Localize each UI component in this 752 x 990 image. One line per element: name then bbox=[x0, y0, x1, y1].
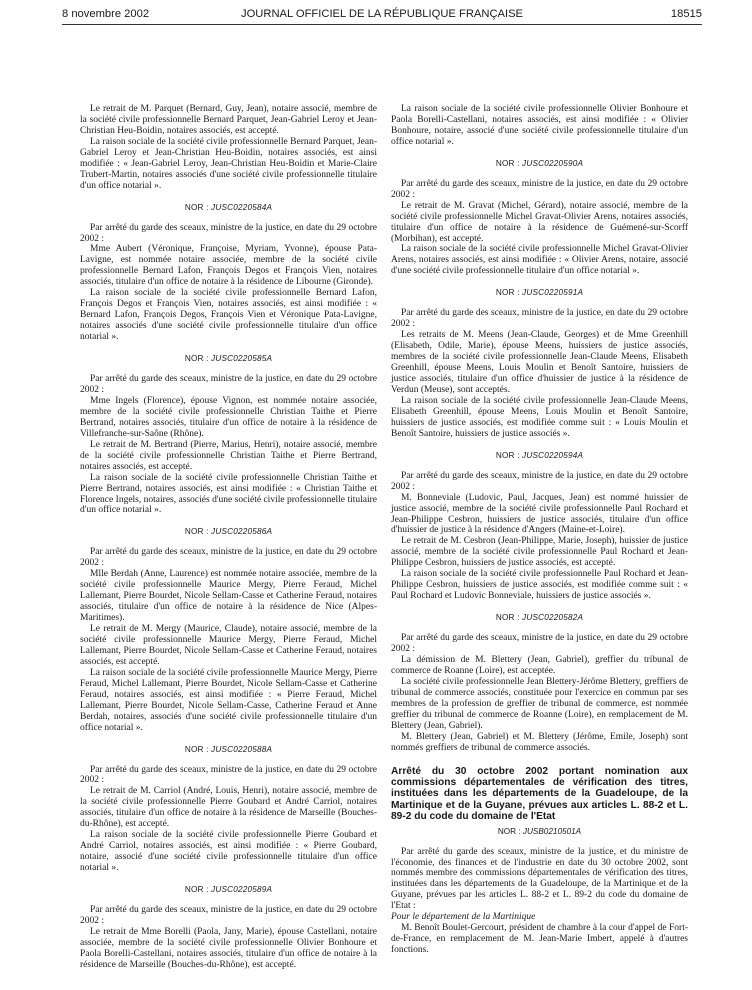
paragraph: Le retrait de M. Parquet (Bernard, Guy, Jean), notaire associé, membre de la société civile professionnelle Bernard Parquet, Jean-Gabriel Leroy et Jean-Christian Heu-Boidin, notaires associés, est accepté. bbox=[80, 104, 377, 136]
paragraph: La raison sociale de la société civile professionnelle Paul Rochard et Jean-Philippe Cesbron, huissiers de justice associés, est modifiée comme suit : « Paul Rochard et Ludovic Bonneviale, huissiers de justice associés ». bbox=[391, 569, 688, 602]
right-column bbox=[391, 104, 688, 956]
paragraph: La raison sociale de la société civile professionnelle Bernard Parquet, Jean-Gabriel Leroy et Jean-Christian Heu-Boidin, notaires associés, est ainsi modifiée : « Jean-Gabriel Leroy, Jean-Christian Heu-Boidin et Marie-Claire Trubert-Martin, notaires associés d'une société civile professionnelle titulaire d'un office notarial ». bbox=[80, 136, 377, 191]
paragraph: Par arrêté du garde des sceaux, ministre de la justice, et du ministre de l'économie, des finances et de l'industrie en date du 30 octobre 2002, sont nommés membre des commissions départementales de vérification des titres, instituées dans les départements de la Guadeloupe, de la Martinique et de la Guyane, prévues par les articles L. 88-2 et L. 89-2 du code du domaine de l'Etat : bbox=[391, 846, 688, 912]
paragraph: La raison sociale de la société civile professionnelle Maurice Mergy, Pierre Feraud, Michel Lallemant, Pierre Bourdet, Nicole Sellam-Casse et Catherine Feraud, notaires associés, est ainsi modifiée : « Pierre Feraud, Michel Lallemant, Pierre Bourdet, Nicole Sellam-Casse, Catherine Feraud et Anne Berdah, notaires, associés d'une société civile professionnelle titulaire d'un office notarial ». bbox=[80, 667, 377, 733]
nor-reference: NOR : JUSC0220589A bbox=[184, 885, 273, 895]
paragraph: La raison sociale de la société civile professionnelle Olivier Bonhoure et Paola Borelli-Castellani, notaires associés, est ainsi modifiée : « Olivier Bonhoure, notaire, associé d'une société civile professionnelle titulaire d'un office notarial ». bbox=[391, 104, 688, 147]
paragraph: Le retrait de M. Carriol (André, Louis, Henri), notaire associé, membre de la société civile professionnelle Pierre Goubard et André Carriol, notaires associés, titulaire d'un office de notaire à la résidence de Marseille (Bouches-du-Rhône), est accepté. bbox=[80, 786, 377, 830]
nor-reference: NOR : JUSC0220588A bbox=[184, 744, 273, 754]
paragraph: La raison sociale de la société civile professionnelle Christian Taithe et Pierre Bertrand, notaires associés, est ainsi modifiée : « Christian Taithe et Florence Ingels, notaires, associés d'une société civile professionnelle titulaire d'un office notarial ». bbox=[80, 472, 377, 516]
paragraph: Le retrait de M. Gravat (Michel, Gérard), notaire associé, membre de la société civile professionnelle Michel Gravat-Olivier Arens, notaires associés, titulaire d'un office de notaire à la résidence de Guémené-sur-Scorff (Morbihan), est accepté. bbox=[391, 200, 688, 244]
journal-title: JOURNAL OFFICIEL DE LA RÉPUBLIQUE FRANÇAISE bbox=[240, 8, 524, 20]
nor-reference: NOR : JUSC0220585A bbox=[184, 354, 273, 364]
paragraph: Mme Aubert (Véronique, Françoise, Myriam, Yvonne), épouse Pata-Lavigne, est nommée notaire associée, membre de la société civile professionnelle Bernard Lafon, François Degos et François Vien, notaires associés, titulaire d'un office de notaire à la résidence de Libourne (Gironde). bbox=[80, 244, 377, 288]
paragraph: Le retrait de Mme Borelli (Paola, Jany, Marie), épouse Castellani, notaire associée, membre de la société civile professionnelle Olivier Bonhoure et Paola Borelli-Castellani, notaires associés, titulaire d'un office de notaire à la résidence de Marseille (Bouches-du-Rhône), est accepté. bbox=[80, 926, 377, 970]
arrete-title: Arrêté du 30 octobre 2002 portant nomination aux commissions départementales de vérification des titres, instituées dans les départements de la Guadeloupe, de la Martinique et de la Guyane, prévues aux articles L. 88-2 et L. 89-2 du code du domaine de l'Etat bbox=[391, 765, 688, 823]
paragraph: Par arrêté du garde des sceaux, ministre de la justice, en date du 29 octobre 2002 : bbox=[391, 470, 688, 492]
paragraph: M. Bonneviale (Ludovic, Paul, Jacques, Jean) est nommé huissier de justice associé, membre de la société civile professionnelle Paul Rochard et Jean-Philippe Cesbron, huissiers de justice associés, titulaire d'un office d'huissier de justice à la résidence d'Angers (Maine-et-Loire). bbox=[391, 492, 688, 536]
paragraph: Par arrêté du garde des sceaux, ministre de la justice, en date du 29 octobre 2002 : bbox=[80, 764, 377, 786]
paragraph: Le retrait de M. Bertrand (Pierre, Marius, Henri), notaire associé, membre de la société civile professionnelle Christian Taithe et Pierre Bertrand, notaires associés, est accepté. bbox=[80, 439, 377, 472]
paragraph: La raison sociale de la société civile professionnelle Pierre Goubard et André Carriol, notaires associés, est ainsi modifiée : « Pierre Goubard, notaire, associé d'une société civile professionnelle titulaire d'un office notarial ». bbox=[80, 830, 377, 874]
paragraph: Les retraits de M. Meens (Jean-Claude, Georges) et de Mme Greenhill (Elisabeth, Odile, Marie), épouse Meens, huissiers de justice associés, membres de la société civile professionnelle Jean-Claude Meens, Elisabeth Greenhill, épouse Meens, Louis Moulin et Benoît Santoire, huissiers de justice associés, titulaire d'un office d'huissier de justice à la résidence de Verdun (Meuse), sont acceptés. bbox=[391, 330, 688, 395]
paragraph: Par arrêté du garde des sceaux, ministre de la justice, en date du 29 octobre 2002 : bbox=[391, 178, 688, 200]
paragraph: Le retrait de M. Cesbron (Jean-Philippe, Marie, Joseph), huissier de justice associé, membre de la société civile professionnelle Paul Rochard et Jean-Philippe Cesbron, huissiers de justice associés, est accepté. bbox=[391, 536, 688, 569]
nor-reference: NOR : JUSC0220586A bbox=[184, 527, 273, 537]
paragraph: La démission de M. Blettery (Jean, Gabriel), greffier du tribunal de commerce de Roanne (Loire), est acceptée. bbox=[391, 654, 688, 676]
left-column bbox=[80, 104, 377, 971]
paragraph: M. Benoît Boulet-Gercourt, président de chambre à la cour d'appel de Fort-de-France, en remplacement de M. Jean-Marie Imbert, appelé à d'autres fonctions. bbox=[391, 923, 688, 956]
nor-reference: NOR : JUSC0220584A bbox=[184, 202, 273, 212]
page-header bbox=[62, 8, 702, 24]
paragraph: Mme Ingels (Florence), épouse Vignon, est nommée notaire associée, membre de la société civile professionnelle Christian Taithe et Pierre Bertrand, notaires associés, titulaire d'un office de notaire à la résidence de Villefranche-sur-Saône (Rhône). bbox=[80, 395, 377, 439]
paragraph: La raison sociale de la société civile professionnelle Jean-Claude Meens, Elisabeth Greenhill, épouse Meens, Louis Moulin et Benoît Santoire, huissiers de justice associés, est modifiée comme suit : « Louis Moulin et Benoît Santoire, huissiers de justice associés ». bbox=[391, 395, 688, 439]
page-number: 18515 bbox=[670, 8, 702, 20]
paragraph: La société civile professionnelle Jean Blettery-Jérôme Blettery, greffiers de tribunal de commerce associés, constituée pour l'exercice en commun par ses membres de la profession de greffier de tribunal de commerce, est nommée greffier du tribunal de commerce de Roanne (Loire), en remplacement de M. Blettery (Jean, Gabriel). bbox=[391, 676, 688, 731]
nor-reference: NOR : JUSB0210501A bbox=[497, 826, 582, 836]
issue-date: 8 novembre 2002 bbox=[62, 8, 150, 20]
paragraph: La raison sociale de la société civile professionnelle Bernard Lafon, François Degos et François Vien, notaires associés, est ainsi modifiée : « Bernard Lafon, François Degos, François Vien et Véronique Pata-Lavigne, notaires associés d'une société civile professionnelle titulaire d'un office notarial ». bbox=[80, 288, 377, 343]
paragraph: Par arrêté du garde des sceaux, ministre de la justice, en date du 29 octobre 2002 : bbox=[391, 633, 688, 655]
paragraph: Par arrêté du garde des sceaux, ministre de la justice, en date du 29 octobre 2002 : bbox=[80, 547, 377, 569]
header-rule bbox=[62, 24, 702, 25]
paragraph: La raison sociale de la société civile professionnelle Michel Gravat-Olivier Arens, notaires associés, est ainsi modifiée : « Olivier Arens, notaire, associé d'une société civile professionnelle titulaire d'un office notarial ». bbox=[391, 244, 688, 277]
paragraph: Mlle Berdah (Anne, Laurence) est nommée notaire associée, membre de la société civile professionnelle Maurice Mergy, Pierre Feraud, Michel Lallemant, Pierre Bourdet, Nicole Sellam-Casse et Catherine Feraud, notaires associés, titulaire d'un office de notaire à la résidence de Nice (Alpes-Maritimes). bbox=[80, 569, 377, 624]
nor-reference: NOR : JUSC0220590A bbox=[495, 158, 584, 168]
paragraph: Par arrêté du garde des sceaux, ministre de la justice, en date du 29 octobre 2002 : bbox=[80, 374, 377, 395]
paragraph: Le retrait de M. Mergy (Maurice, Claude), notaire associé, membre de la société civile professionnelle Maurice Mergy, Pierre Feraud, Michel Lallemant, Pierre Bourdet, Nicole Sellam-Casse et Catherine Feraud, notaires associés, est accepté. bbox=[80, 624, 377, 667]
paragraph: Par arrêté du garde des sceaux, ministre de la justice, en date du 29 octobre 2002 : bbox=[80, 905, 377, 926]
paragraph: Par arrêté du garde des sceaux, ministre de la justice, en date du 29 octobre 2002 : bbox=[80, 222, 377, 244]
paragraph: M. Blettery (Jean, Gabriel) et M. Blettery (Jérôme, Emile, Joseph) sont nommés greffiers de tribunal de commerce associés. bbox=[391, 731, 688, 753]
nor-reference: NOR : JUSC0220591A bbox=[495, 288, 584, 298]
nor-reference: NOR : JUSC0220582A bbox=[495, 613, 584, 623]
section-subheading: Pour le département de la Martinique bbox=[391, 912, 536, 923]
paragraph: Par arrêté du garde des sceaux, ministre de la justice, en date du 29 octobre 2002 : bbox=[391, 308, 688, 330]
nor-reference: NOR : JUSC0220594A bbox=[495, 450, 584, 460]
